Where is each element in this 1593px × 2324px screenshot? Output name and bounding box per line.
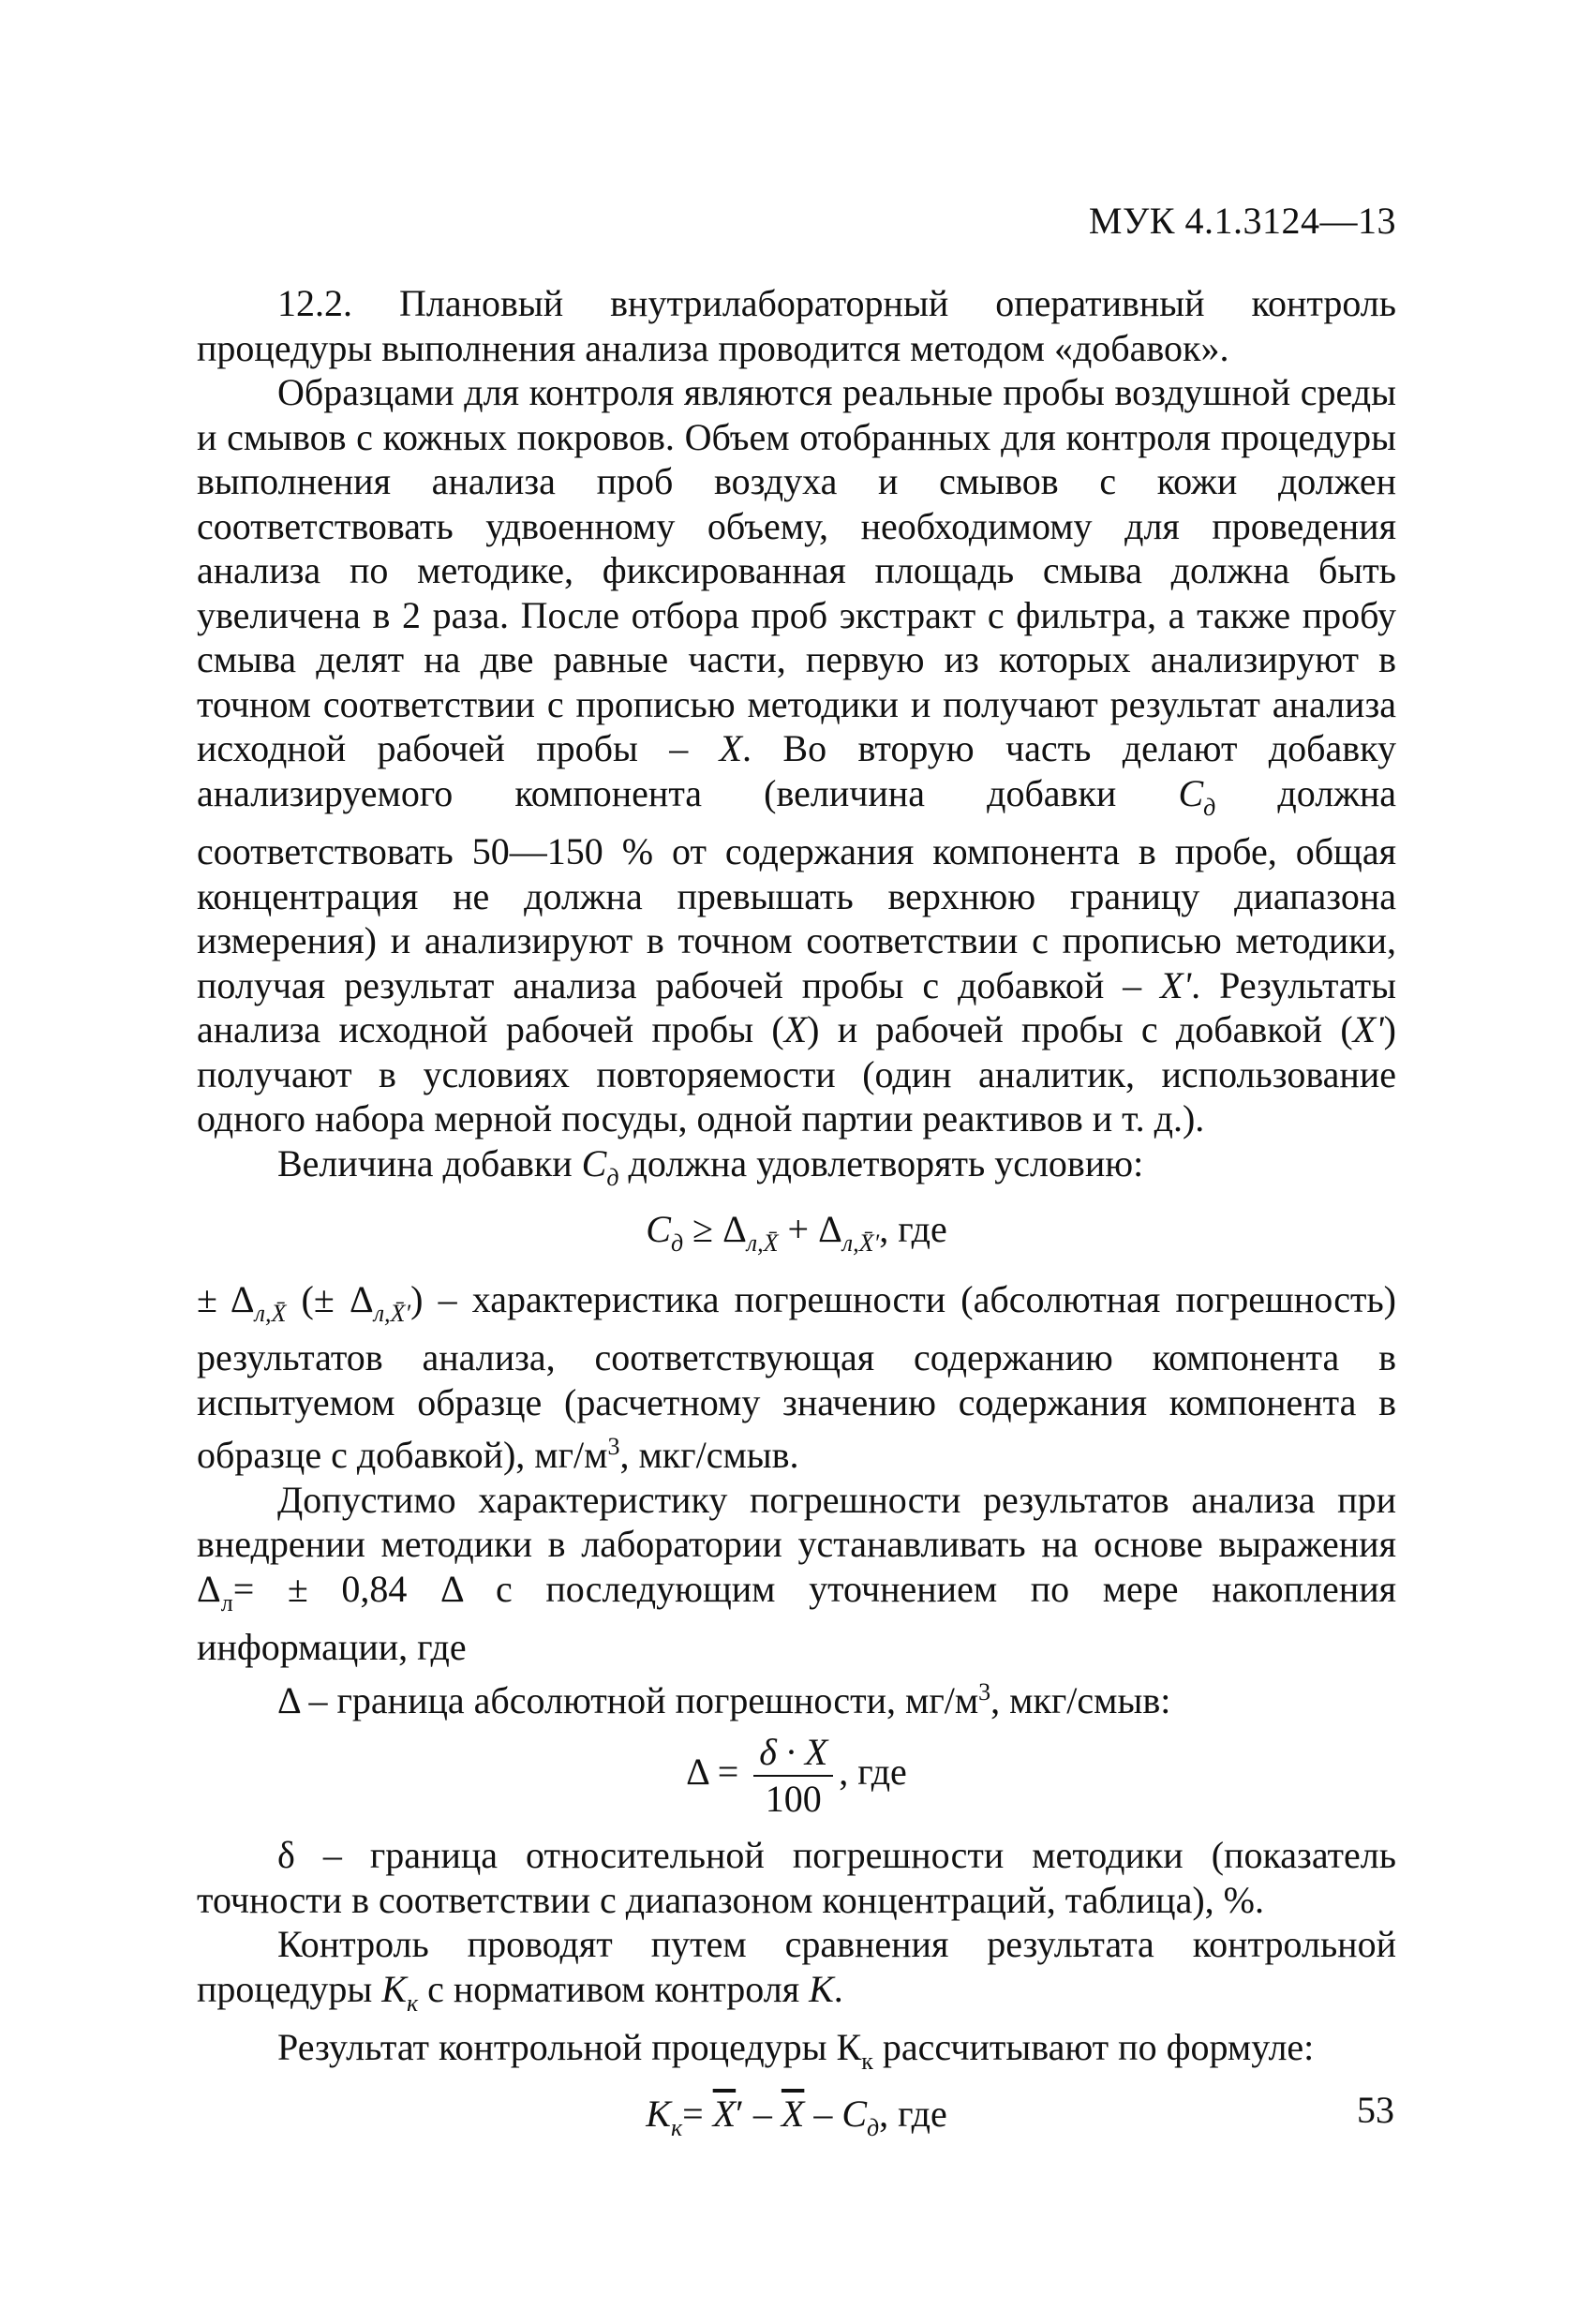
text-run: 3 [978,1677,991,1706]
text-run: X' [1352,1008,1384,1050]
text-run: Величина добавки [277,1141,573,1184]
formula-addition-condition [197,1207,1396,1266]
text-run: 3 [607,1433,620,1460]
text-run: . [833,1967,843,2010]
text-run: Контроль проводят путем сравнения результата контрольной процедуры [197,1923,1396,2010]
text-run: 12.2. Плановый внутрилабораторный оперативный контроль процедуры выполнения анализа проводится методом «добавок». [197,282,1396,369]
text-run: C [841,2092,868,2135]
paragraph-delta-definition [197,1670,1396,1723]
text-run: ) и рабочей пробы с добавкой ( [807,1008,1353,1050]
text-run: л,X̄′ [841,1229,880,1257]
text-run: к [861,2048,873,2075]
text-run: $\overline{X}$ [781,2092,805,2135]
text-run: должна удовлетворять условию: [628,1141,1144,1184]
paragraph-relative-error [197,1833,1396,1922]
text-run: 100 [765,1778,822,1820]
text-run: K [809,1967,834,2010]
paragraph-control-comparison [197,1922,1396,2025]
text-run: δ – граница относительной погрешности методики (показатель точности в соответствии с диапазоном концентраций, таблица), %. [197,1834,1396,1921]
text-run: ) – характеристика погрешности (абсолютная погрешность) результатов анализа, соответствующая содержанию компонента в испытуемом образце (расчетному значению содержания компонента в образце с добавкой), мг/м [197,1277,1397,1476]
text-run: , где [879,2092,947,2135]
text-run: рассчитывают по формуле: [882,2026,1315,2068]
text-run: C [646,1208,671,1250]
paragraph-samples [197,370,1396,1141]
text-run: = ± 0,84 Δ с последующим уточнением по мере накопления информации, где [197,1567,1396,1668]
text-run: ) получают в условиях повторяемости (один аналитик, использование одного набора мерной посуды, одной партии реактивов и т. д.). [197,1008,1396,1140]
text-run: + Δ [778,1208,842,1250]
text-run: (± Δ [301,1277,374,1320]
text-run: д [1203,793,1216,821]
text-run: с нормативом контроля [427,1967,800,2010]
text-run: K [381,1967,407,2010]
fraction [753,1730,833,1822]
paragraph-error-characteristic [197,1277,1396,1478]
text-run: к [406,1989,419,2017]
text-run: . Во вторую часть делают добавку анализируемого компонента (величина добавки [197,727,1397,814]
document-code-header: МУК 4.1.3124—13 [1088,200,1396,242]
paragraph-12-2 [197,281,1396,370]
text-run: , где [879,1208,947,1250]
text-run: . Результаты анализа исходной рабочей пробы ( [197,963,1397,1050]
text-run: Δ – граница абсолютной погрешности, мг/м [277,1678,979,1721]
text-run: , мкг/смыв: [990,1678,1171,1721]
text-run: л,X̄ [746,1229,779,1257]
text-run: д [606,1163,619,1191]
text-run: ′ [736,2092,744,2135]
text-run: , где [839,1750,907,1794]
text-run: X [783,1008,808,1050]
page-number: 53 [1357,2089,1394,2131]
text-run: должна соответствовать 50—150 % от содержания компонента в пробе, общая концентрация не должна превышать верхнюю границу диапазона измерения) и анализируют в точном соответствии с прописью методики, получая результат анализа рабочей пробы с добавкой – [197,771,1397,1006]
text-run: Результат контрольной процедуры К [277,2026,862,2068]
paragraph-permissible [197,1478,1396,1670]
text-run: Образцами для контроля являются реальные пробы воздушной среды и смывов с кожных покровов. Объем отобранных для контроля процедуры выполнения анализа проб воздуха и смывов с кожи должен соответствовать удвоенному объему, необходимому для проведения анализа по методике, фиксированная площадь смыва должна быть увеличена в 2 раза. После отбора проб экстракт с фильтра, а также пробу смыва делят на две равные части, первую из которых анализируют в точном соответствии с прописью методики и получают результат анализа исходной рабочей пробы – [197,371,1396,769]
document-body [197,281,1396,2161]
text-run: л,X̄ [254,1299,287,1327]
paragraph-addition-condition [197,1141,1396,1200]
text-run: X' [1160,963,1192,1006]
text-run: Δ = [686,1750,739,1794]
text-run: $\overline{X}$ [712,2092,737,2135]
text-run: = [682,2092,713,2135]
text-run: C [581,1141,607,1184]
text-run: л [220,1588,233,1616]
text-run: к [670,2113,683,2141]
paragraph-control-result [197,2025,1396,2084]
formula-delta [197,1730,1396,1822]
text-run: – [743,2092,782,2135]
text-run: K [646,2092,671,2135]
text-run: ≥ Δ [683,1208,747,1250]
text-run: – [804,2092,842,2135]
text-run: Допустимо характеристику погрешности результатов анализа при внедрении методики в лаборатории устанавливать на основе выражения Δ [197,1478,1396,1610]
text-run: ± Δ [197,1277,255,1320]
formula-control-result [197,2092,1396,2151]
text-run: δ · X [753,1730,833,1777]
text-run: X [719,727,743,769]
text-run: , мкг/смыв. [619,1434,799,1476]
text-run: д [670,1229,684,1257]
text-run: C [1178,771,1204,814]
text-run: л,X̄′ [373,1299,411,1327]
text-run: д [867,2113,880,2141]
